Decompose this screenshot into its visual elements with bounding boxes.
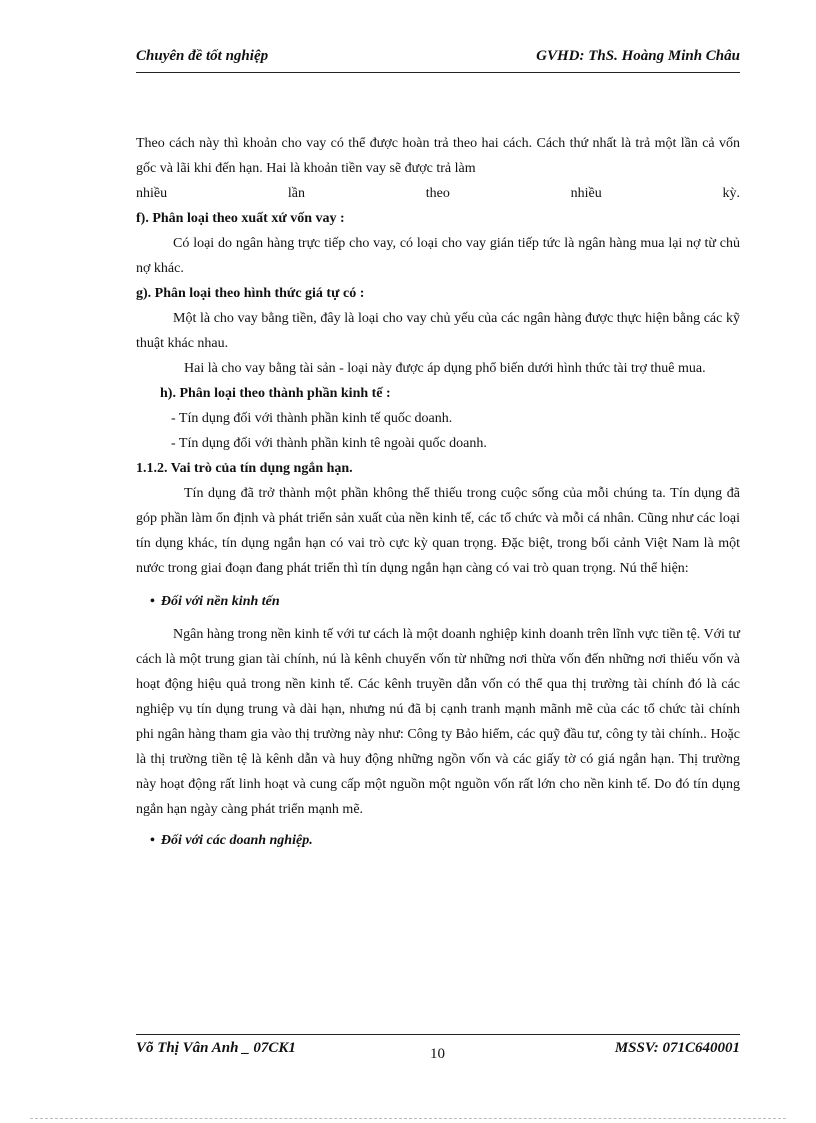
bullet-heading-economy-text: Đối với nền kinh tến	[160, 594, 280, 609]
heading-1-1-2: 1.1.2. Vai trò của tín dụng ngắn hạn.	[136, 461, 353, 476]
document-body	[136, 131, 740, 853]
paragraph-repayment-cont: nhiều lần theo nhiều kỳ.	[136, 186, 740, 201]
bullet-icon: •	[150, 594, 155, 609]
bullet-heading-enterprises	[136, 828, 740, 853]
bullet-heading-economy	[136, 589, 740, 614]
bullet-icon: •	[150, 833, 155, 848]
list-item-h1: - Tín dụng đối với thành phần kinh tế quốc doanh.	[171, 411, 453, 426]
paragraph-economy: Ngân hàng trong nền kinh tế với tư cách là một doanh nghiệp kinh doanh trên lĩnh vực tiền tệ. Với tư cách là một trung gian tài chính, nú là kênh chuyển vốn từ những nơi thừa vốn đến những nơi thiếu vốn và hoạt động hiệu quả trong nền kinh tế. Các kênh truyền dẫn vốn có thể qua thị trường tài chính đó là các nghiệp vụ tín dụng trung và dài hạn, nhưng nú đã bị cạnh tranh mạnh mãnh mẽ của các tổ chức tài chính phi ngân hàng tham gia vào thị trường này như: Công ty Bảo hiểm, các quỹ đầu tư, công ty tài chính.. Hoặc là thị trường tiền tệ là kênh dẫn và huy động những ngồn vốn và các giấy tờ có giá ngắn hạn. Thị trường này hoạt động rất linh hoạt và cung cấp một nguồn một nguồn vốn rất lớn cho nền kinh tế. Do đó tín dụng ngắn hạn ngày càng phát triển mạnh mẽ.	[136, 627, 740, 817]
header-right-advisor: GVHD: ThS. Hoàng Minh Châu	[536, 48, 740, 64]
paragraph-g2: Hai là cho vay bằng tài sản - loại này được áp dụng phổ biến dưới hình thức tài trợ thuê mua.	[184, 361, 706, 376]
header-rule	[136, 72, 740, 73]
page-number: 10	[430, 1046, 445, 1062]
list-item-h2: - Tín dụng đối với thành phần kinh tê ngoài quốc doanh.	[171, 436, 487, 451]
page-header	[136, 48, 740, 65]
header-left-title: Chuyên đề tốt nghiệp	[136, 48, 269, 64]
footer-author: Võ Thị Vân Anh _ 07CK1	[136, 1040, 296, 1056]
footer-rule	[136, 1034, 740, 1035]
heading-g: g). Phân loại theo hình thức giá tự có :	[136, 286, 365, 301]
footer-student-id: MSSV: 071C640001	[614, 1040, 740, 1056]
paragraph-1-1-2: Tín dụng đã trở thành một phần không thể thiếu trong cuộc sống của mỗi chúng ta. Tín dụng đã góp phần làm ổn định và phát triển sản xuất của nền kinh tế, các tổ chức và mỗi cá nhân. Cũng như các loại tín dụng khác, tín dụng ngắn hạn có vai trò cực kỳ quan trọng. Đặc biệt, trong bối cảnh Việt Nam là một nước trong giai đoạn đang phát triển thì tín dụng ngắn hạn càng có vai trò quan trọng. Nú thể hiện:	[136, 486, 740, 576]
heading-h: h). Phân loại theo thành phần kinh tế :	[160, 386, 391, 401]
heading-f: f). Phân loại theo xuất xứ vốn vay :	[136, 211, 345, 226]
paragraph-f: Có loại do ngân hàng trực tiếp cho vay, có loại cho vay gián tiếp tức là ngân hàng mua lại nợ từ chủ nợ khác.	[136, 236, 740, 276]
paragraph-repayment: Theo cách này thì khoản cho vay có thể được hoàn trả theo hai cách. Cách thứ nhất là trả một lần cả vốn gốc và lãi khi đến hạn. Hai là khoản tiền vay sẽ được trả làm	[136, 136, 740, 176]
bullet-heading-enterprises-text: Đối với các doanh nghiệp.	[160, 833, 313, 848]
paragraph-g1: Một là cho vay bằng tiền, đây là loại cho vay chủ yếu của các ngân hàng được thực hiện bằng các kỹ thuật khác nhau.	[136, 311, 740, 351]
page-bottom-divider	[30, 1118, 786, 1119]
